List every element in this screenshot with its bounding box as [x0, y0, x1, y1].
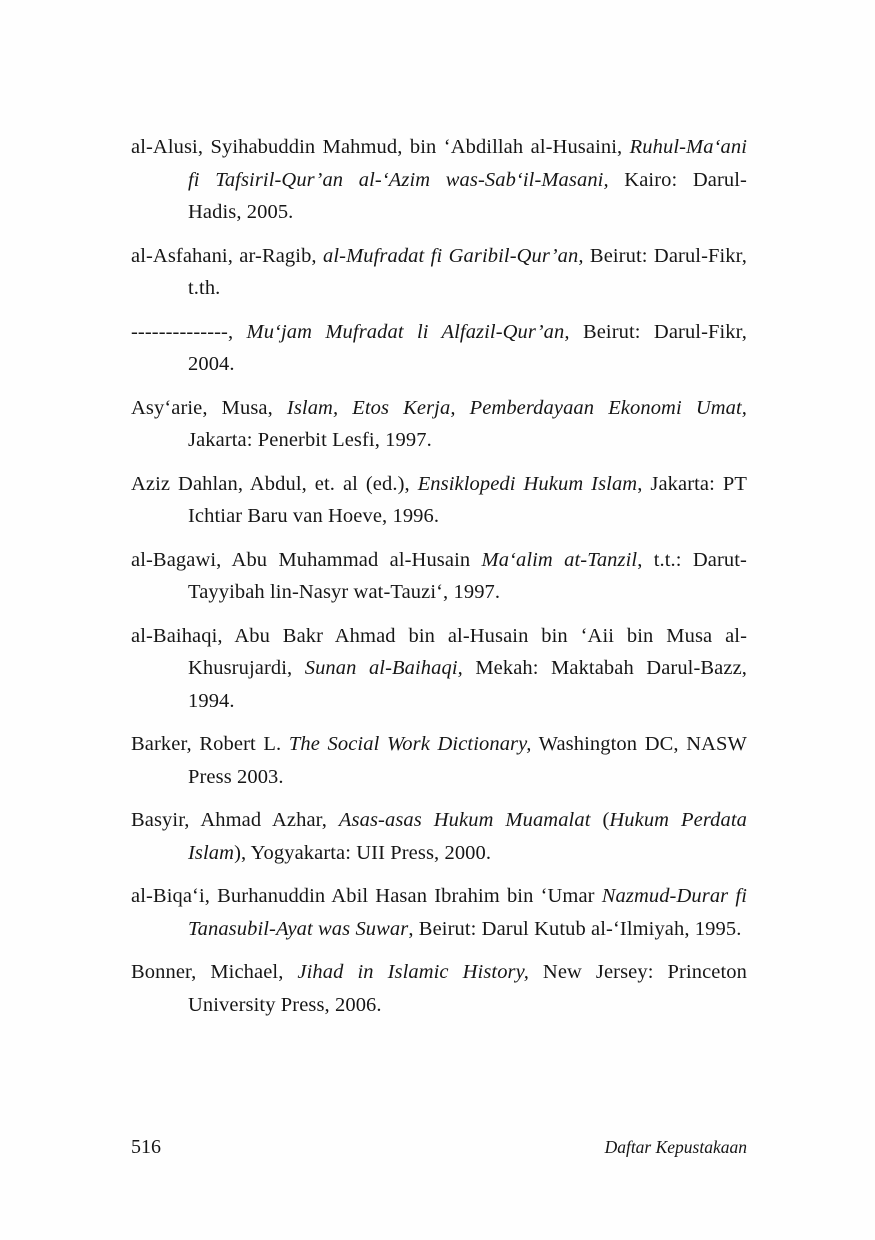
entry-text: al-Asfahani, ar-Ragib,	[131, 244, 323, 267]
entry-text: New Jersey: Princeton University Press, 2006.	[188, 961, 747, 1016]
entry-text: al-Alusi, Syihabuddin Mahmud, bin ‘Abdillah al-Husaini,	[131, 136, 630, 158]
entry-text: , t.t.: Darut- Tayyibah lin-Nasyr wat-Tauzi‘, 1997.	[188, 548, 747, 603]
entry-text: --------------,	[131, 320, 247, 343]
entry-title-italic: Mu‘jam Mufradat li Alfazil-Qur’an,	[246, 320, 570, 343]
bibliography-entry	[131, 240, 747, 305]
bibliography-entry	[131, 468, 747, 533]
entry-text: Beirut: Darul-Fikr, 2004.	[188, 320, 747, 375]
bibliography-entry	[131, 544, 747, 609]
entry-text: Washington DC, NASW Press 2003.	[188, 733, 747, 788]
entry-title-italic: Hukum Perdata Islam	[188, 809, 748, 864]
bibliography-entry	[131, 956, 747, 1021]
bibliography-entry	[131, 131, 747, 229]
entry-title-italic: Sunan al-Baihaqi,	[304, 657, 463, 679]
entry-title-italic: Jihad in Islamic History,	[297, 961, 529, 983]
bibliography-entry	[131, 620, 747, 718]
entry-text: , Beirut: Darul Kutub al-‘Ilmiyah, 1995.	[408, 917, 742, 940]
entry-title-italic: Islam, Etos Kerja, Pemberdayaan Ekonomi Umat,	[286, 396, 747, 419]
page-number: 516	[131, 1136, 161, 1158]
bibliography-entry	[131, 316, 747, 381]
entry-title-italic: Ma‘alim at-Tanzil	[481, 548, 638, 571]
bibliography-entry	[131, 728, 747, 793]
entry-text: Aziz Dahlan, Abdul, et. al (ed.),	[131, 472, 418, 495]
entry-text: al-Baihaqi, Abu Bakr Ahmad bin al-Husain bin ‘Aii bin Musa al-Khusrujardi,	[131, 624, 747, 679]
entry-text: ), Yogyakarta: UII Press, 2000.	[234, 841, 492, 864]
entry-title-italic: The Social Work Dictionary,	[288, 733, 532, 755]
bibliography-list	[131, 131, 747, 1032]
entry-text: Kairo: Darul-Hadis, 2005.	[188, 168, 747, 223]
entry-title-italic: Nazmud-Durar fi Tanasubil-Ayat was Suwar	[188, 885, 747, 940]
entry-title-italic: Ruhul-Ma‘ani fi Tafsiril-Qur’an al-‘Azim was-Sab‘il-Masani,	[188, 136, 747, 191]
entry-text: al-Biqa‘i, Burhanuddin Abil Hasan Ibrahim bin ‘Umar	[131, 885, 602, 907]
entry-text: , Jakarta: PT Ichtiar Baru van Hoeve, 1996.	[188, 472, 747, 527]
bibliography-entry	[131, 804, 747, 869]
entry-text: Mekah: Maktabah Darul-Bazz, 1994.	[188, 657, 747, 712]
entry-text: Bonner, Michael,	[131, 961, 298, 983]
entry-text: Beirut: Darul-Fikr, t.th.	[188, 244, 747, 299]
entry-text: Barker, Robert L.	[131, 733, 289, 755]
entry-title-italic: al-Mufradat fi Garibil-Qur’an,	[323, 244, 584, 267]
entry-text: Jakarta: Penerbit Lesfi, 1997.	[188, 429, 432, 451]
bibliography-entry	[131, 392, 747, 457]
entry-text: al-Bagawi, Abu Muhammad al-Husain	[131, 548, 482, 571]
entry-title-italic: Asas-asas Hukum Muamalat	[338, 809, 591, 831]
page-footer	[131, 1136, 747, 1159]
entry-text: Asy‘arie, Musa,	[131, 396, 287, 419]
entry-title-italic: Ensiklopedi Hukum Islam	[417, 472, 638, 495]
entry-text: Basyir, Ahmad Azhar,	[131, 809, 339, 831]
bibliography-entry	[131, 880, 747, 945]
running-title: Daftar Kepustakaan	[604, 1137, 747, 1157]
entry-text: (	[590, 809, 610, 831]
